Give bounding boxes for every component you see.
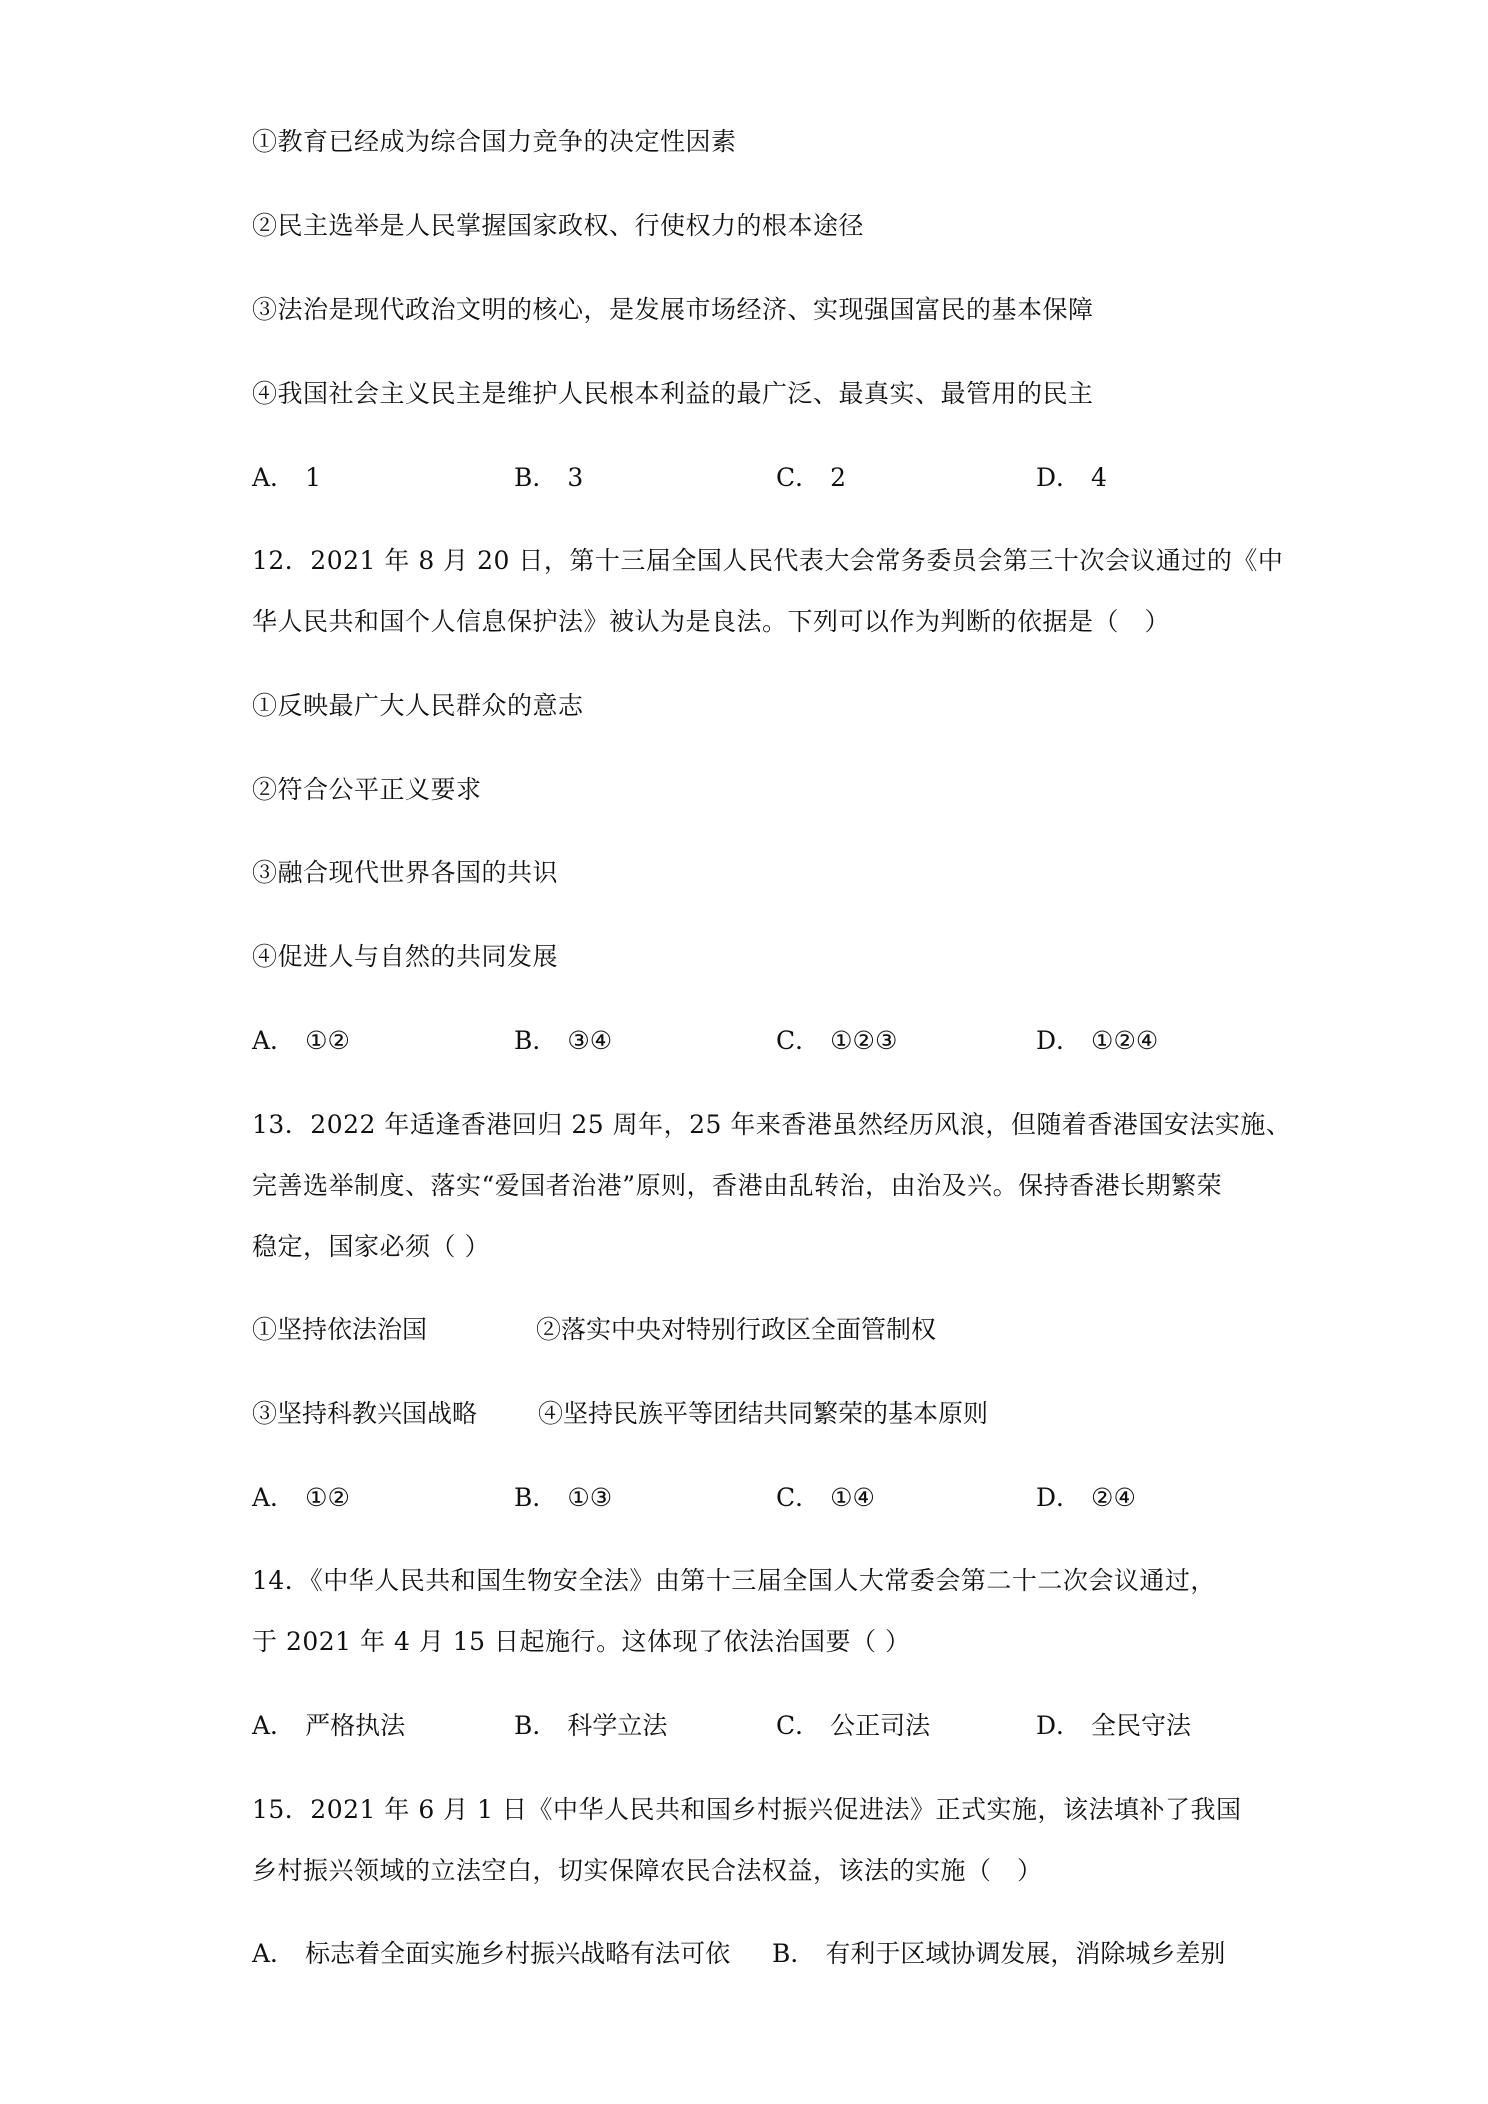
option-label: C． xyxy=(776,1483,821,1512)
q12-option-a xyxy=(252,1026,350,1056)
option-label: D． xyxy=(1036,1483,1082,1512)
q11-options xyxy=(252,463,1252,493)
option-label: B． xyxy=(514,1711,558,1740)
option-text: ①② xyxy=(305,1483,350,1512)
option-text: ①②④ xyxy=(1091,1026,1159,1055)
q13-statement-4: ④坚持民族平等团结共同繁荣的基本原则 xyxy=(538,1399,989,1428)
option-text: 3 xyxy=(567,463,584,492)
option-text: 有利于区域协调发展，消除城乡差别 xyxy=(825,1939,1226,1968)
q13-option-c xyxy=(776,1483,875,1513)
option-label: D． xyxy=(1036,1026,1082,1055)
option-text: 公正司法 xyxy=(830,1711,931,1740)
option-text: 标志着全面实施乡村振兴战略有法可依 xyxy=(305,1939,731,1968)
option-text: ①②③ xyxy=(830,1026,898,1055)
option-label: D． xyxy=(1036,1711,1082,1740)
option-text: ②④ xyxy=(1091,1483,1136,1512)
q15-stem-line-2: 乡村振兴领域的立法空白，切实保障农民合法权益，该法的实施（ ） xyxy=(252,1856,1043,1885)
q15-option-a xyxy=(252,1939,730,1969)
q13-options xyxy=(252,1483,1252,1513)
q13-stem-line-3: 稳定，国家必须（ ） xyxy=(252,1232,490,1261)
q13-statement-3: ③坚持科教兴国战略 xyxy=(252,1399,478,1428)
q14-stem-line-2: 于 2021 年 4 月 15 日起施行。这体现了依法治国要（ ） xyxy=(252,1627,911,1656)
option-text: 全民守法 xyxy=(1091,1711,1192,1740)
q11-statement-3: ③法治是现代政治文明的核心，是发展市场经济、实现强国富民的基本保障 xyxy=(252,295,1094,324)
q13-statement-1: ①坚持依法治国 xyxy=(252,1315,428,1344)
q13-statements-row-2 xyxy=(252,1399,1252,1429)
q12-statement-4: ④促进人与自然的共同发展 xyxy=(252,942,559,971)
q11-option-b xyxy=(514,463,583,493)
option-label: A． xyxy=(252,463,296,492)
option-label: B． xyxy=(514,463,558,492)
option-label: B． xyxy=(772,1939,816,1968)
q13-option-d xyxy=(1036,1483,1136,1513)
q13-option-b xyxy=(514,1483,612,1513)
q11-option-a xyxy=(252,463,321,493)
q15-options xyxy=(252,1939,1252,1969)
option-label: A． xyxy=(252,1939,296,1968)
q14-option-b xyxy=(514,1711,667,1741)
q12-option-d xyxy=(1036,1026,1158,1056)
q13-stem-line-2: 完善选举制度、落实“爱国者治港”原则，香港由乱转治，由治及兴。保持香港长期繁荣 xyxy=(252,1171,1223,1200)
option-text: 2 xyxy=(830,463,847,492)
option-text: ③④ xyxy=(567,1026,613,1055)
q11-option-d xyxy=(1036,463,1107,493)
q11-option-c xyxy=(776,463,846,493)
q11-statement-2: ②民主选举是人民掌握国家政权、行使权力的根本途径 xyxy=(252,211,865,240)
q12-option-b xyxy=(514,1026,612,1056)
option-label: C． xyxy=(776,463,821,492)
option-label: D． xyxy=(1036,463,1082,492)
q12-stem-line-1: 12．2021 年 8 月 20 日，第十三届全国人民代表大会常务委员会第三十次会议通过的《中 xyxy=(252,546,1284,575)
q14-options xyxy=(252,1711,1252,1741)
option-label: B． xyxy=(514,1026,558,1055)
q12-option-c xyxy=(776,1026,897,1056)
option-text: ①③ xyxy=(567,1483,613,1512)
option-text: ①② xyxy=(305,1026,350,1055)
q11-statement-1: ①教育已经成为综合国力竞争的决定性因素 xyxy=(252,127,737,156)
q12-stem-line-2: 华人民共和国个人信息保护法》被认为是良法。下列可以作为判断的依据是（ ） xyxy=(252,607,1171,636)
q14-option-c xyxy=(776,1711,930,1741)
option-label: C． xyxy=(776,1711,821,1740)
option-text: 科学立法 xyxy=(567,1711,668,1740)
q13-stem-line-1: 13．2022 年适逢香港回归 25 周年，25 年来香港虽然经历风浪，但随着香港国安法实施、 xyxy=(252,1110,1292,1139)
q15-option-b xyxy=(772,1939,1225,1969)
option-text: ①④ xyxy=(830,1483,875,1512)
option-label: A． xyxy=(252,1026,296,1055)
option-label: A． xyxy=(252,1711,296,1740)
q13-option-a xyxy=(252,1483,350,1513)
q11-statement-4: ④我国社会主义民主是维护人民根本利益的最广泛、最真实、最管用的民主 xyxy=(252,379,1094,408)
q14-option-d xyxy=(1036,1711,1191,1741)
q13-statements-row-1 xyxy=(252,1315,1252,1345)
q12-statement-2: ②符合公平正义要求 xyxy=(252,775,482,804)
option-text: 严格执法 xyxy=(305,1711,406,1740)
q12-statement-3: ③融合现代世界各国的共识 xyxy=(252,858,559,887)
option-label: A． xyxy=(252,1483,296,1512)
option-text: 4 xyxy=(1091,463,1107,492)
option-text: 1 xyxy=(305,463,321,492)
q12-options xyxy=(252,1026,1252,1056)
q14-stem-line-1: 14．《中华人民共和国生物安全法》由第十三届全国人大常委会第二十二次会议通过， xyxy=(252,1566,1216,1595)
q13-statement-2: ②落实中央对特别行政区全面管制权 xyxy=(536,1315,937,1344)
option-label: C． xyxy=(776,1026,821,1055)
q15-stem-line-1: 15．2021 年 6 月 1 日《中华人民共和国乡村振兴促进法》正式实施，该法填补了我国 xyxy=(252,1795,1242,1824)
option-label: B． xyxy=(514,1483,558,1512)
q14-option-a xyxy=(252,1711,405,1741)
q12-statement-1: ①反映最广大人民群众的意志 xyxy=(252,691,584,720)
